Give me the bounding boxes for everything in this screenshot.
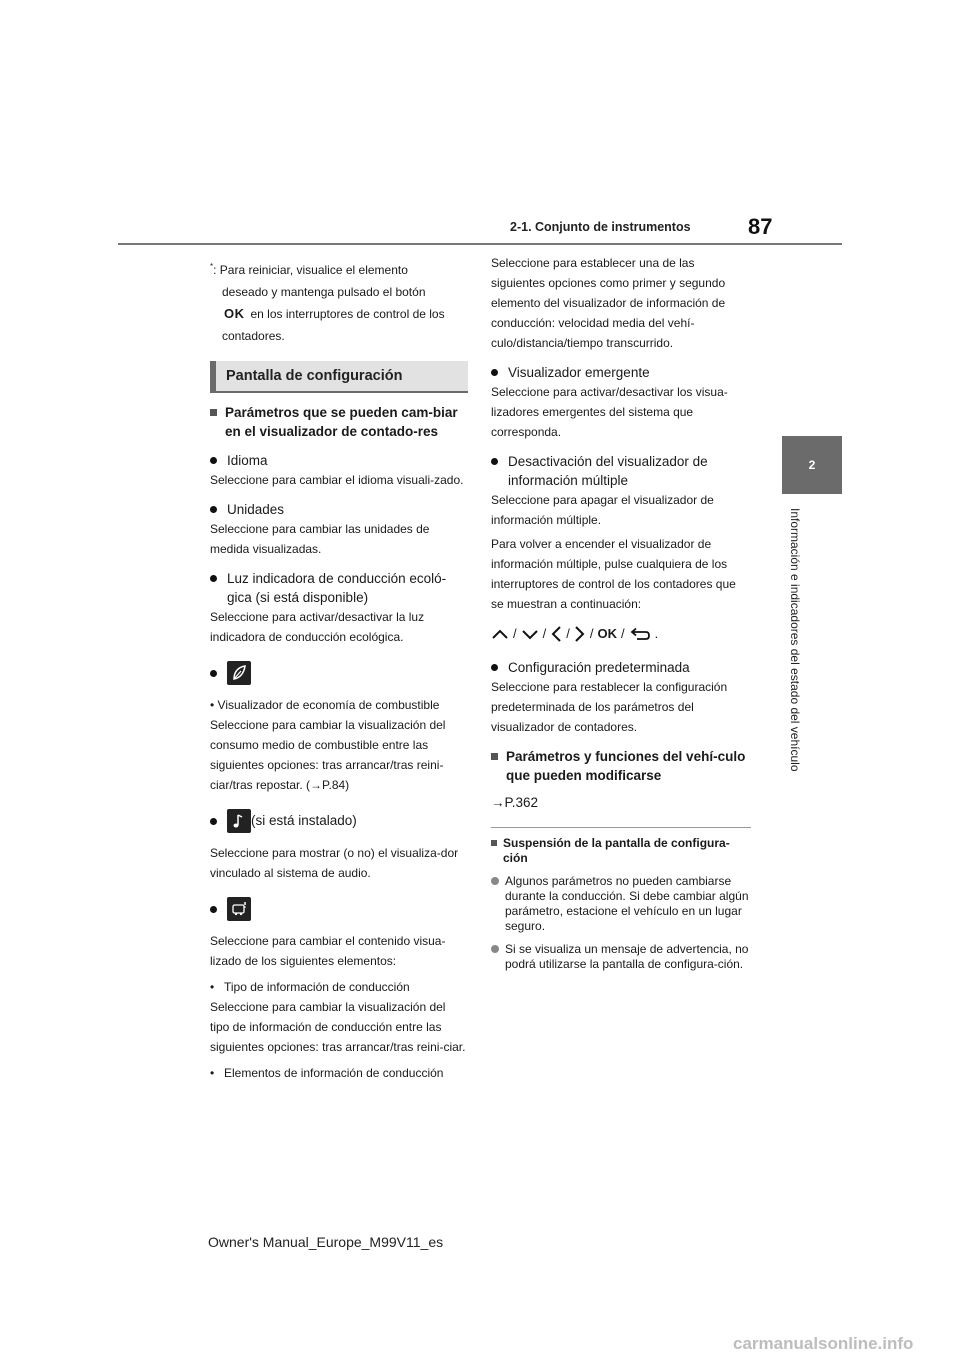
note-item-2 [491,942,751,972]
footnote [210,256,468,347]
arrow-down-icon [521,628,539,640]
note-divider [491,827,751,828]
return-icon [629,627,651,641]
bullet-icon [210,818,217,825]
subheading-2 [491,747,751,785]
footnote-line-c: en los interruptores de control de los [250,307,445,321]
note-item-1-text: Algunos parámetros no pueden cambiarse durante la conducción. Si debe cambiar algún parámetro, estacione el vehículo en un lugar seguro. [505,874,749,933]
item-drive-info-sub1: • Tipo de información de conducción [210,977,468,997]
item-language-desc: Seleccione para cambiar el idioma visuali-zado. [210,473,464,487]
footnote-line-a: : Para reiniciar, visualice el elemento [213,263,408,277]
page-reference: →P.362 [491,795,539,810]
section-title: Pantalla de configuración [226,368,403,384]
item-drive-info-sub2-text: Elementos de información de conducción [224,1066,444,1080]
arrow-left-icon [550,625,562,643]
item-eco-display [210,661,468,685]
item-audio-title: (si está instalado) [251,813,357,828]
footnote-line-b: deseado y mantenga pulsado el botón [222,285,426,299]
item-language-title: Idioma [227,453,268,468]
subheading-text: Parámetros que se pueden cam-biar en el visualizador de contado-res [225,405,458,439]
arrow-right-icon [574,625,586,643]
drive-info-icon [227,897,251,921]
item-eco-light [210,569,468,607]
section-header [210,361,468,391]
bullet-icon [491,369,498,376]
bullet-icon [210,906,217,913]
item-mid-off [491,452,751,490]
note-item-2-text: Si se visualiza un mensaje de advertencia, no podrá utilizarse la pantalla de configura-ción. [505,942,749,971]
item-eco-display-sub: • Visualizador de economía de combustible [210,698,440,712]
item-drive-info [210,897,468,921]
note-heading-text: Suspensión de la pantalla de configura-ción [503,836,730,865]
item-eco-light-desc: Seleccione para activar/desactivar la luz indicadora de conducción ecológica. [210,610,425,644]
header-rule [118,243,842,245]
bullet-icon [210,670,217,677]
footnote-mark: * [210,262,214,271]
header-section-title: 2-1. Conjunto de instrumentos [510,220,691,234]
item-audio [210,809,468,833]
item-drive-info-sub2: • Elementos de información de conducción [210,1063,468,1083]
item-default-title: Configuración predeterminada [508,660,690,675]
chapter-side-label [788,508,804,818]
square-bullet-icon [491,753,498,760]
item-drive-info-sub1-desc: Seleccione para cambiar la visualización del tipo de información de conducción entre las siguientes opciones: tras arrancar/tras reini-ciar. [210,1000,466,1054]
item-units-title: Unidades [227,502,285,517]
item-drive-info-sub1-text: Tipo de información de conducción [224,980,410,994]
item-default-desc: Seleccione para restablecer la configuración predeterminada de los parámetros del visualizador de contadores. [491,680,728,734]
eco-leaf-icon [227,661,251,685]
item-popup-desc: Seleccione para activar/desactivar los visua-lizadores emergentes del sistema que corresponda. [491,385,728,439]
item-audio-desc: Seleccione para mostrar (o no) el visualiza-dor vinculado al sistema de audio. [210,846,459,880]
note-item-1 [491,874,751,934]
watermark: carmanualsonline.info [733,1334,914,1353]
music-note-icon [227,809,251,833]
bullet-icon [210,506,217,513]
item-language [210,451,468,470]
subheading [210,403,468,441]
ok-button-icon: OK [224,306,245,321]
item-mid-off-title: Desactivación del visualizador de información múltiple [508,454,708,488]
item-units [210,500,468,519]
right-column [491,253,751,972]
note-bullet-icon [491,877,499,885]
item-eco-display-desc: Seleccione para cambiar la visualización del consumo medio de combustible entre las siguientes opciones: tras arrancar/tras reini-ciar/tras repostar. (→P.84) [210,718,446,792]
intro-text: Seleccione para establecer una de las siguientes opciones como primer y segundo elemento del visualizador de información de conducción: velocidad media del vehí-culo/distancia/tiempo transcurrido. [491,256,726,350]
item-eco-light-title: Luz indicadora de conducción ecoló-gica (si está disponible) [227,571,447,605]
square-bullet-icon [491,840,497,846]
subheading-2-text: Parámetros y funciones del vehí-culo que pueden modificarse [506,749,746,783]
item-units-desc: Seleccione para cambiar las unidades de medida visualizadas. [210,522,430,556]
item-popup-title: Visualizador emergente [508,365,650,380]
item-default [491,658,751,677]
note-bullet-icon [491,945,499,953]
footer-manual-name: Owner's Manual_Europe_M99V11_es [208,1234,444,1250]
item-mid-off-desc: Seleccione para apagar el visualizador de información múltiple. [491,493,714,527]
item-drive-info-desc: Seleccione para cambiar el contenido visua-lizado de los siguientes elementos: [210,934,446,968]
left-column [210,256,468,1083]
item-mid-off-desc2: Para volver a encender el visualizador de información múltiple, pulse cualquiera de los interruptores de control de los contadores que se muestran a continuación: [491,537,736,611]
bullet-icon [491,458,498,465]
arrow-up-icon [491,628,509,640]
footnote-line-d: contadores. [222,329,285,343]
bullet-icon [491,664,498,671]
bullet-icon [210,457,217,464]
control-keys: / / / / OK / . [491,624,751,644]
bullet-icon [210,575,217,582]
chapter-tab: 2 [782,436,842,494]
item-popup [491,363,751,382]
page-number: 87 [748,214,773,239]
note-heading [491,836,751,866]
section-underline [210,391,468,393]
chapter-side-label-text: Información e indicadores del estado del vehículo [788,508,802,772]
square-bullet-icon [210,409,217,416]
ok-key-icon: OK [597,626,617,641]
